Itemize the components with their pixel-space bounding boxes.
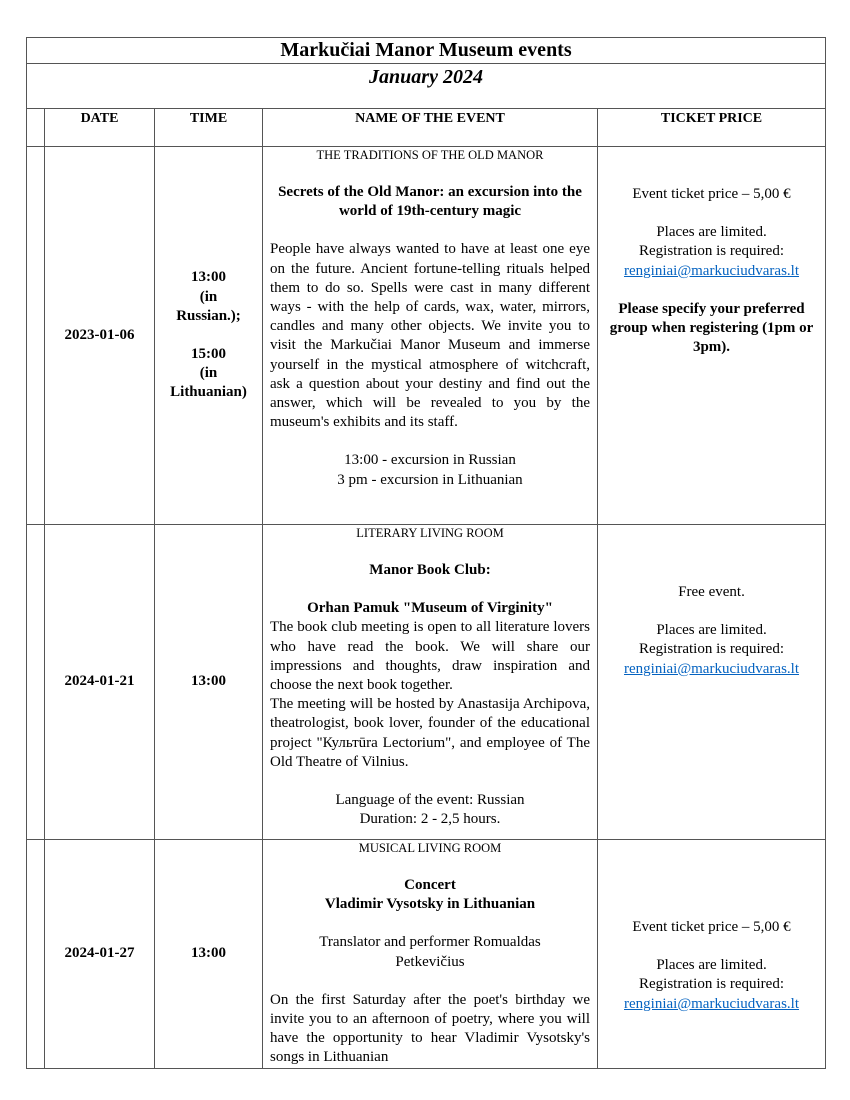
event-subtitle: Vladimir Vysotsky in Lithuanian: [324, 896, 536, 913]
table-row: [27, 147, 826, 525]
event-details: LITERARY LIVING ROOM Manor Book Club: Orhan Pamuk "Museum of Virginity" The book club meeting is open to all literature lovers who have read the book. We will share our impressions and thoughts, draw inspiration and choose the next book together. The meeting will be hosted by Anastasija Archipova, theatrologist, book lover, founder of the educational project "Культūra Lectorium", and employee of The Old Theatre of Vilnius. Language of the event: Russian Duration: 2 - 2,5 hours.: [263, 525, 598, 840]
header-event: NAME OF THE EVENT: [263, 109, 598, 147]
event-details: THE TRADITIONS OF THE OLD MANOR Secrets of the Old Manor: an excursion into the world of 19th-century magic People have always wanted to have at least one eye on the future. Ancient fortune-telling rituals helped them to do so. Spells were cast in many different ways - with the help of cards, wax, water, mirrors, candles and many other objects. We invite you to visit the Markučiai Manor Museum and immerse yourself in the mystical atmosphere of witchcraft, ask a question about your destiny and find out the answer, which will be revealed to you by the museum's exhibits and its staff. 13:00 - excursion in Russian 3 pm - excursion in Lithuanian: [263, 147, 598, 525]
event-time: 13:00: [155, 840, 263, 1069]
event-time: 13:00 (in Russian.); 15:00 (in Lithuanian): [155, 147, 263, 525]
header-row: [27, 109, 826, 147]
event-category: MUSICAL LIVING ROOM: [358, 841, 502, 855]
table-row: [27, 525, 826, 840]
event-description: The meeting will be hosted by Anastasija Archipova, theatrologist, book lover, founder of the educational project "Культūra Lectorium", and employee of The Old Theatre of Vilnius.: [270, 696, 590, 770]
event-name: Manor Book Club:: [369, 562, 491, 578]
header-blank: [27, 109, 45, 147]
event-price: Event ticket price – 5,00 € Places are limited. Registration is required: renginiai@markuciudvaras.lt: [598, 840, 826, 1069]
header-time: TIME: [155, 109, 263, 147]
event-price: Free event. Places are limited. Registration is required: renginiai@markuciudvaras.lt: [598, 525, 826, 840]
event-performer: Translator and performer Romualdas Petkevičius: [319, 934, 541, 970]
event-date: 2024-01-21: [45, 525, 155, 840]
event-subtitle: Orhan Pamuk "Museum of Virginity": [307, 600, 553, 617]
event-name: Secrets of the Old Manor: an excursion into the world of 19th-century magic: [278, 184, 582, 220]
event-date: 2023-01-06: [45, 147, 155, 525]
event-category: THE TRADITIONS OF THE OLD MANOR: [316, 148, 544, 162]
event-name: Concert: [404, 877, 456, 893]
event-description: On the first Saturday after the poet's birthday we invite you to an afternoon of poetry, where you will have the opportunity to hear Vladimir Vysotsky's songs in Lithuanian: [270, 991, 590, 1066]
event-description: The book club meeting is open to all literature lovers who have read the book. We will share our impressions and thoughts, draw inspiration and choose the next book together.: [270, 619, 590, 694]
email-link[interactable]: renginiai@markuciudvaras.lt: [624, 660, 800, 677]
event-price: Event ticket price – 5,00 € Places are limited. Registration is required: renginiai@markuciudvaras.lt Please specify your preferred group when registering (1pm or 3pm).: [598, 147, 826, 525]
document-title: Markučiai Manor Museum events: [27, 38, 826, 64]
email-link[interactable]: renginiai@markuciudvaras.lt: [624, 262, 800, 279]
event-category: LITERARY LIVING ROOM: [356, 526, 504, 540]
month-heading: January 2024: [27, 64, 826, 109]
event-details: [263, 840, 598, 1069]
event-time: 13:00: [155, 525, 263, 840]
events-table: [26, 37, 826, 1069]
header-date: DATE: [45, 109, 155, 147]
event-description: People have always wanted to have at least one eye on the future. Ancient fortune-telling rituals helped them to do so. Spells were cast in many different ways - with the help of cards, wax, water, mirrors, candles and many other objects. We invite you to visit the Markučiai Manor Museum and immerse yourself in the mystical atmosphere of witchcraft, ask a question about your destiny and find out the answer, which will be revealed to you by the museum's exhibits and its staff.: [270, 241, 590, 431]
event-date: 2024-01-27: [45, 840, 155, 1069]
email-link[interactable]: renginiai@markuciudvaras.lt: [624, 995, 800, 1012]
header-price: TICKET PRICE: [598, 109, 826, 147]
table-row: [27, 840, 826, 1069]
